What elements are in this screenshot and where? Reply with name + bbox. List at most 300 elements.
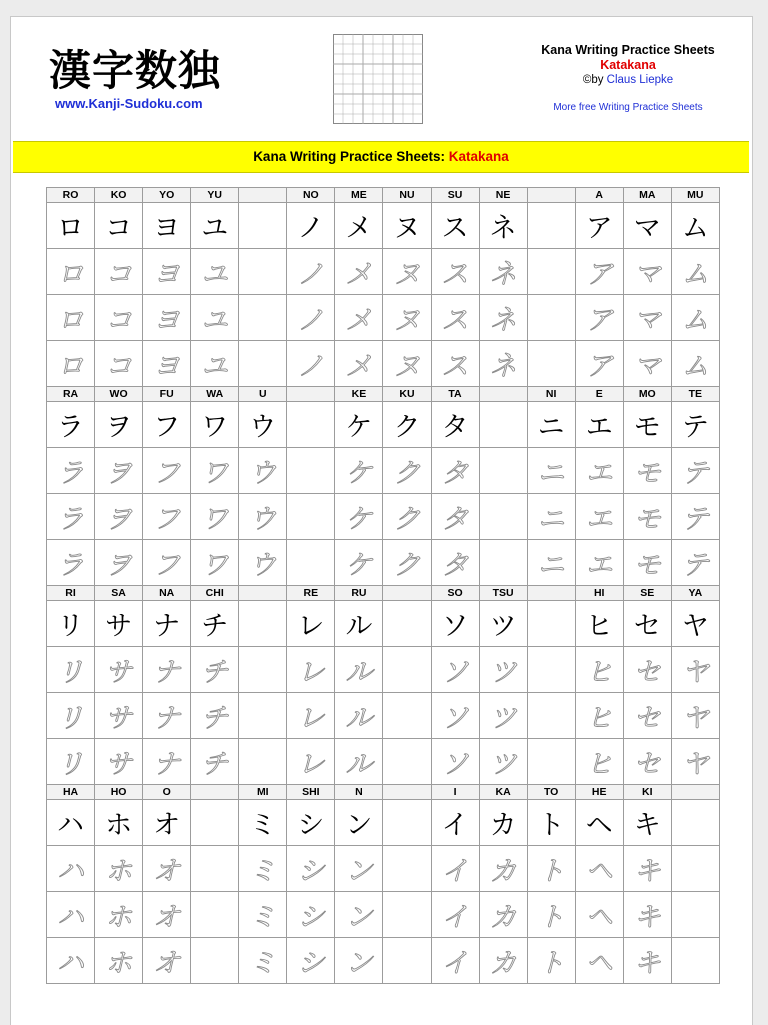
kana-trace-row	[47, 846, 720, 892]
trace-cell: ミ	[239, 892, 287, 938]
kana-cell: モ	[623, 402, 671, 448]
kana-cell: オ	[143, 800, 191, 846]
label-cell: SHI	[287, 785, 335, 800]
kana-practice-grid	[46, 187, 719, 984]
kana-cell: ホ	[95, 800, 143, 846]
kana-cell: ミ	[239, 800, 287, 846]
trace-cell: ミ	[239, 938, 287, 984]
trace-cell: ヒ	[575, 739, 623, 785]
trace-cell: タ	[431, 494, 479, 540]
kana-cell	[239, 203, 287, 249]
trace-cell: ケ	[335, 540, 383, 586]
label-cell: MA	[623, 188, 671, 203]
label-cell: CHI	[191, 586, 239, 601]
label-cell: MO	[623, 387, 671, 402]
trace-cell: ヲ	[95, 540, 143, 586]
kana-cell: ン	[335, 800, 383, 846]
kana-model-row	[47, 203, 720, 249]
trace-cell: ス	[431, 249, 479, 295]
kana-cell: ソ	[431, 601, 479, 647]
trace-cell: シ	[287, 892, 335, 938]
trace-cell: ウ	[239, 540, 287, 586]
author-prefix: by	[591, 74, 607, 86]
trace-cell: ソ	[431, 647, 479, 693]
kana-cell	[239, 601, 287, 647]
trace-cell: ワ	[191, 540, 239, 586]
empty-cell	[671, 800, 719, 846]
trace-cell: ハ	[47, 846, 95, 892]
label-cell: HI	[575, 586, 623, 601]
trace-cell: ケ	[335, 494, 383, 540]
trace-cell	[191, 892, 239, 938]
kana-trace-row	[47, 693, 720, 739]
label-cell: NI	[527, 387, 575, 402]
kana-cell	[287, 402, 335, 448]
kana-cell: コ	[95, 203, 143, 249]
trace-cell: ヌ	[383, 249, 431, 295]
trace-cell: ム	[671, 295, 719, 341]
trace-cell: レ	[287, 739, 335, 785]
trace-cell: コ	[95, 249, 143, 295]
trace-cell: エ	[575, 494, 623, 540]
trace-cell: ラ	[47, 494, 95, 540]
kana-practice-table	[46, 187, 720, 984]
trace-cell: ヤ	[671, 739, 719, 785]
trace-cell: ユ	[191, 295, 239, 341]
label-cell: WA	[191, 387, 239, 402]
trace-cell: ネ	[479, 295, 527, 341]
trace-cell	[383, 693, 431, 739]
kana-cell	[479, 402, 527, 448]
trace-cell: カ	[479, 892, 527, 938]
label-cell: E	[575, 387, 623, 402]
trace-cell: ト	[527, 892, 575, 938]
kana-cell: メ	[335, 203, 383, 249]
kana-trace-row	[47, 341, 720, 387]
romaji-label-row	[47, 785, 720, 800]
kana-trace-row	[47, 938, 720, 984]
trace-cell: ヘ	[575, 938, 623, 984]
sheet-title: Kana Writing Practice Sheets	[541, 43, 715, 57]
trace-cell: セ	[623, 693, 671, 739]
kana-trace-row	[47, 295, 720, 341]
trace-cell: ウ	[239, 448, 287, 494]
trace-cell: エ	[575, 540, 623, 586]
kana-cell: レ	[287, 601, 335, 647]
trace-cell: ノ	[287, 341, 335, 387]
label-cell: KO	[95, 188, 143, 203]
trace-cell: セ	[623, 647, 671, 693]
trace-cell	[383, 846, 431, 892]
trace-cell: サ	[95, 739, 143, 785]
trace-cell: ナ	[143, 739, 191, 785]
label-cell	[239, 586, 287, 601]
trace-cell: イ	[431, 846, 479, 892]
trace-cell: ム	[671, 341, 719, 387]
label-cell: SE	[623, 586, 671, 601]
trace-cell: リ	[47, 693, 95, 739]
trace-cell	[527, 739, 575, 785]
label-cell: HO	[95, 785, 143, 800]
kana-cell: イ	[431, 800, 479, 846]
trace-cell: モ	[623, 448, 671, 494]
trace-cell: ヌ	[383, 295, 431, 341]
trace-cell: エ	[575, 448, 623, 494]
author-credit	[523, 73, 733, 88]
label-cell	[287, 387, 335, 402]
trace-cell: カ	[479, 938, 527, 984]
label-cell: N	[335, 785, 383, 800]
trace-cell: ト	[527, 846, 575, 892]
trace-cell: ヤ	[671, 647, 719, 693]
trace-cell: ツ	[479, 739, 527, 785]
kana-cell: ヲ	[95, 402, 143, 448]
trace-cell: ス	[431, 295, 479, 341]
trace-cell: レ	[287, 693, 335, 739]
kana-model-row	[47, 601, 720, 647]
label-cell: KE	[335, 387, 383, 402]
sheet-subtitle: Katakana	[600, 58, 656, 72]
label-cell: RA	[47, 387, 95, 402]
kana-cell: ヤ	[671, 601, 719, 647]
label-cell: SO	[431, 586, 479, 601]
label-cell: MU	[671, 188, 719, 203]
kana-cell: ト	[527, 800, 575, 846]
trace-cell: テ	[671, 494, 719, 540]
label-cell: YU	[191, 188, 239, 203]
sudoku-thumbnail-image[interactable]	[333, 34, 423, 124]
trace-cell: オ	[143, 892, 191, 938]
kana-cell: ク	[383, 402, 431, 448]
trace-cell	[527, 341, 575, 387]
kana-cell: ワ	[191, 402, 239, 448]
trace-cell	[239, 739, 287, 785]
kana-cell: マ	[623, 203, 671, 249]
banner-text: Kana Writing Practice Sheets:	[253, 149, 449, 164]
label-cell: HE	[575, 785, 623, 800]
trace-cell: ユ	[191, 341, 239, 387]
trace-cell	[527, 295, 575, 341]
trace-cell: マ	[623, 341, 671, 387]
kana-cell: ツ	[479, 601, 527, 647]
trace-cell: ン	[335, 846, 383, 892]
trace-cell: ナ	[143, 647, 191, 693]
label-cell: KI	[623, 785, 671, 800]
kana-cell: ロ	[47, 203, 95, 249]
trace-cell: マ	[623, 295, 671, 341]
trace-cell: ク	[383, 494, 431, 540]
trace-cell: フ	[143, 494, 191, 540]
trace-cell: イ	[431, 892, 479, 938]
trace-cell: ウ	[239, 494, 287, 540]
romaji-label-row	[47, 188, 720, 203]
trace-cell: コ	[95, 341, 143, 387]
trace-cell: テ	[671, 448, 719, 494]
label-cell: U	[239, 387, 287, 402]
trace-cell: フ	[143, 540, 191, 586]
trace-cell: ホ	[95, 846, 143, 892]
kana-cell: ヘ	[575, 800, 623, 846]
trace-cell: ハ	[47, 938, 95, 984]
label-cell: TA	[431, 387, 479, 402]
trace-cell: ラ	[47, 448, 95, 494]
kana-trace-row	[47, 540, 720, 586]
kana-cell: ア	[575, 203, 623, 249]
trace-cell: ノ	[287, 249, 335, 295]
label-cell	[479, 387, 527, 402]
trace-cell: リ	[47, 739, 95, 785]
trace-cell: ツ	[479, 647, 527, 693]
label-cell	[383, 586, 431, 601]
trace-cell: ル	[335, 647, 383, 693]
trace-cell: ミ	[239, 846, 287, 892]
trace-cell	[383, 938, 431, 984]
kana-cell: ス	[431, 203, 479, 249]
kana-cell: シ	[287, 800, 335, 846]
trace-cell	[287, 540, 335, 586]
label-cell: NA	[143, 586, 191, 601]
trace-cell: サ	[95, 693, 143, 739]
trace-cell	[527, 693, 575, 739]
label-cell: TE	[671, 387, 719, 402]
trace-cell: ヨ	[143, 249, 191, 295]
trace-cell	[479, 540, 527, 586]
kana-cell: リ	[47, 601, 95, 647]
trace-cell: ヘ	[575, 846, 623, 892]
trace-cell: ユ	[191, 249, 239, 295]
trace-cell: ル	[335, 693, 383, 739]
trace-cell: タ	[431, 448, 479, 494]
trace-cell: コ	[95, 295, 143, 341]
trace-cell: フ	[143, 448, 191, 494]
label-cell: YA	[671, 586, 719, 601]
trace-cell: ン	[335, 938, 383, 984]
kana-trace-row	[47, 448, 720, 494]
label-cell: RE	[287, 586, 335, 601]
trace-cell	[239, 693, 287, 739]
trace-cell: カ	[479, 846, 527, 892]
romaji-label-row	[47, 586, 720, 601]
trace-cell: マ	[623, 249, 671, 295]
trace-cell: ヲ	[95, 448, 143, 494]
trace-cell: シ	[287, 846, 335, 892]
trace-cell: ラ	[47, 540, 95, 586]
kana-model-row	[47, 800, 720, 846]
empty-cell	[671, 892, 719, 938]
trace-cell: ニ	[527, 494, 575, 540]
trace-cell: ヌ	[383, 341, 431, 387]
trace-cell: チ	[191, 647, 239, 693]
trace-cell	[239, 647, 287, 693]
label-cell	[527, 586, 575, 601]
kana-cell	[527, 601, 575, 647]
trace-cell: オ	[143, 846, 191, 892]
trace-cell: モ	[623, 540, 671, 586]
label-cell	[527, 188, 575, 203]
kana-cell	[527, 203, 575, 249]
trace-cell: ワ	[191, 448, 239, 494]
label-cell: RI	[47, 586, 95, 601]
trace-cell: セ	[623, 739, 671, 785]
romaji-label-row	[47, 387, 720, 402]
trace-cell: ホ	[95, 938, 143, 984]
trace-cell: ロ	[47, 341, 95, 387]
label-cell: NU	[383, 188, 431, 203]
trace-cell	[239, 295, 287, 341]
trace-cell: ス	[431, 341, 479, 387]
kana-cell: ヨ	[143, 203, 191, 249]
trace-cell: ク	[383, 448, 431, 494]
trace-cell: ヒ	[575, 693, 623, 739]
trace-cell: キ	[623, 892, 671, 938]
banner-highlight: Katakana	[448, 149, 509, 164]
author-link[interactable]: Claus Liepke	[606, 74, 674, 86]
trace-cell: キ	[623, 938, 671, 984]
trace-cell: ケ	[335, 448, 383, 494]
copyright-icon: ©	[582, 74, 592, 86]
trace-cell: キ	[623, 846, 671, 892]
kana-cell: ウ	[239, 402, 287, 448]
kana-cell: サ	[95, 601, 143, 647]
trace-cell: ト	[527, 938, 575, 984]
trace-cell: リ	[47, 647, 95, 693]
trace-cell: ヨ	[143, 295, 191, 341]
kana-cell: ム	[671, 203, 719, 249]
trace-cell: ネ	[479, 341, 527, 387]
trace-cell: ア	[575, 341, 623, 387]
trace-cell: ソ	[431, 693, 479, 739]
trace-cell: ン	[335, 892, 383, 938]
trace-cell: メ	[335, 341, 383, 387]
trace-cell: ヒ	[575, 647, 623, 693]
more-sheets-link[interactable]: More free Writing Practice Sheets	[553, 102, 703, 113]
trace-cell	[287, 448, 335, 494]
trace-cell	[383, 892, 431, 938]
kana-cell: ノ	[287, 203, 335, 249]
kana-cell: チ	[191, 601, 239, 647]
kana-trace-row	[47, 647, 720, 693]
header-info	[523, 43, 733, 113]
trace-cell	[191, 938, 239, 984]
title-banner	[13, 141, 749, 173]
trace-cell: テ	[671, 540, 719, 586]
label-cell: ME	[335, 188, 383, 203]
trace-cell: ホ	[95, 892, 143, 938]
trace-cell: ワ	[191, 494, 239, 540]
label-cell: HA	[47, 785, 95, 800]
trace-cell: オ	[143, 938, 191, 984]
kana-cell: ヌ	[383, 203, 431, 249]
trace-cell: ニ	[527, 540, 575, 586]
trace-cell	[239, 249, 287, 295]
kana-cell	[191, 800, 239, 846]
kana-cell: ケ	[335, 402, 383, 448]
trace-cell	[239, 341, 287, 387]
label-cell: SA	[95, 586, 143, 601]
empty-cell	[671, 785, 719, 800]
kana-cell: ハ	[47, 800, 95, 846]
trace-cell: ノ	[287, 295, 335, 341]
trace-cell: タ	[431, 540, 479, 586]
worksheet-page	[10, 16, 753, 1025]
kana-cell: ル	[335, 601, 383, 647]
label-cell: RU	[335, 586, 383, 601]
trace-cell	[191, 846, 239, 892]
label-cell: I	[431, 785, 479, 800]
trace-cell: ニ	[527, 448, 575, 494]
label-cell: A	[575, 188, 623, 203]
label-cell	[383, 785, 431, 800]
trace-cell: ツ	[479, 693, 527, 739]
trace-cell: ハ	[47, 892, 95, 938]
trace-cell: ア	[575, 249, 623, 295]
kana-cell	[383, 601, 431, 647]
kana-trace-row	[47, 494, 720, 540]
kana-cell: ニ	[527, 402, 575, 448]
kana-cell: テ	[671, 402, 719, 448]
site-url-link[interactable]: www.Kanji-Sudoku.com	[55, 96, 203, 111]
kana-cell	[383, 800, 431, 846]
kana-cell: ラ	[47, 402, 95, 448]
trace-cell: ロ	[47, 249, 95, 295]
label-cell: TO	[527, 785, 575, 800]
label-cell: O	[143, 785, 191, 800]
trace-cell	[479, 448, 527, 494]
trace-cell: チ	[191, 693, 239, 739]
trace-cell: ア	[575, 295, 623, 341]
trace-cell: ヤ	[671, 693, 719, 739]
kana-trace-row	[47, 892, 720, 938]
kana-cell: カ	[479, 800, 527, 846]
trace-cell: ソ	[431, 739, 479, 785]
kana-cell: エ	[575, 402, 623, 448]
trace-cell: モ	[623, 494, 671, 540]
kana-model-row	[47, 402, 720, 448]
trace-cell: メ	[335, 249, 383, 295]
kana-cell: セ	[623, 601, 671, 647]
label-cell	[239, 188, 287, 203]
trace-cell: ク	[383, 540, 431, 586]
kana-cell: フ	[143, 402, 191, 448]
label-cell	[191, 785, 239, 800]
trace-cell: レ	[287, 647, 335, 693]
label-cell: WO	[95, 387, 143, 402]
kana-cell: キ	[623, 800, 671, 846]
label-cell: MI	[239, 785, 287, 800]
trace-cell: ヲ	[95, 494, 143, 540]
label-cell: NE	[479, 188, 527, 203]
label-cell: TSU	[479, 586, 527, 601]
label-cell: SU	[431, 188, 479, 203]
trace-cell	[383, 739, 431, 785]
label-cell: KA	[479, 785, 527, 800]
trace-cell: チ	[191, 739, 239, 785]
kana-cell: タ	[431, 402, 479, 448]
trace-cell	[383, 647, 431, 693]
site-logo-title[interactable]: 漢字数独	[49, 46, 222, 95]
trace-cell: イ	[431, 938, 479, 984]
trace-cell: シ	[287, 938, 335, 984]
label-cell: FU	[143, 387, 191, 402]
trace-cell	[479, 494, 527, 540]
empty-cell	[671, 938, 719, 984]
trace-cell: ナ	[143, 693, 191, 739]
kana-cell: ヒ	[575, 601, 623, 647]
trace-cell	[527, 249, 575, 295]
trace-cell: ル	[335, 739, 383, 785]
label-cell: RO	[47, 188, 95, 203]
label-cell: NO	[287, 188, 335, 203]
